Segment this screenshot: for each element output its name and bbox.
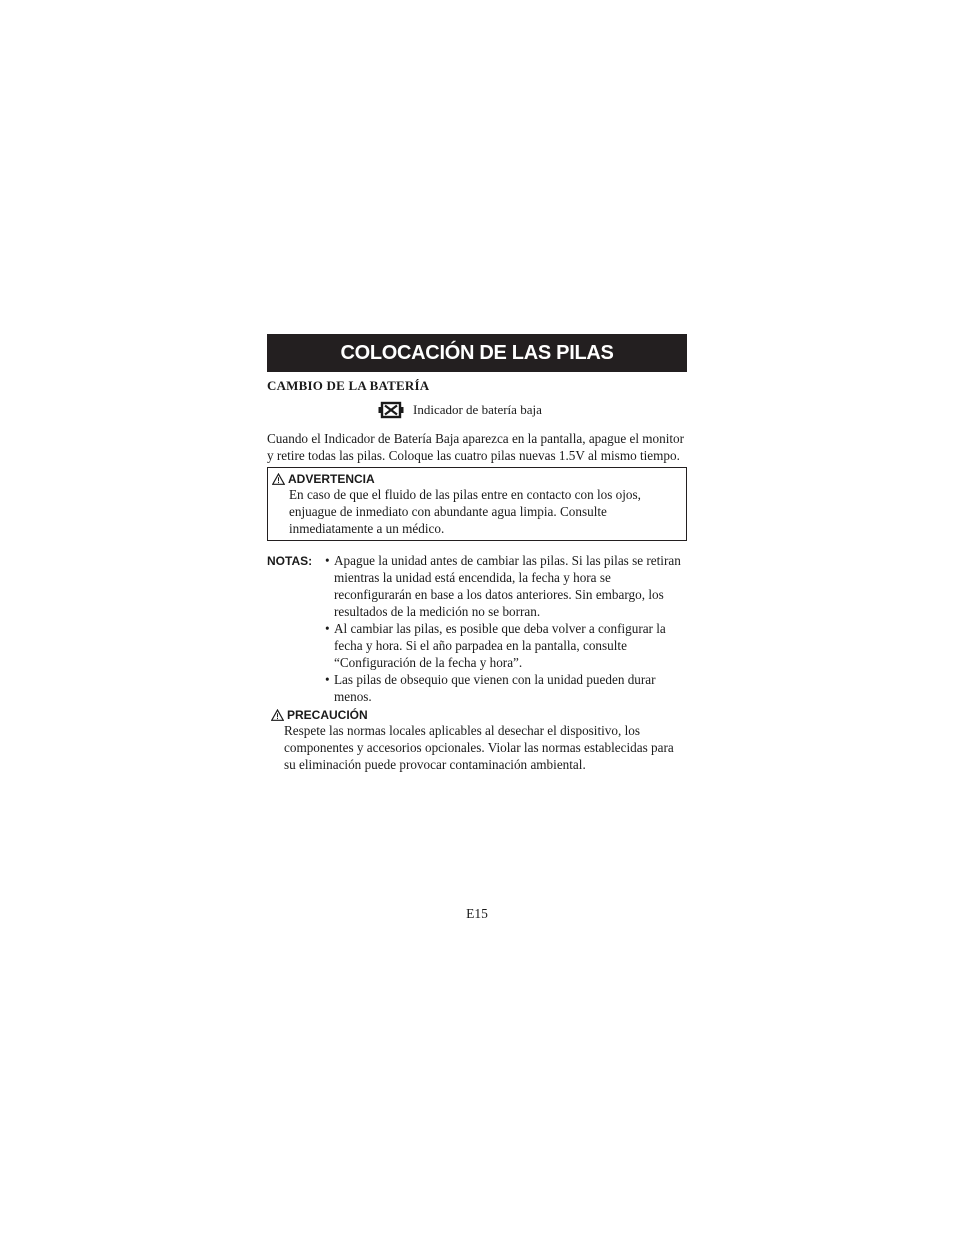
bullet-icon: • — [325, 553, 330, 568]
note-text: Las pilas de obsequio que vienen con la unidad pueden durar menos. — [334, 672, 656, 704]
caution-heading — [267, 708, 687, 722]
warning-heading — [272, 472, 680, 486]
warning-triangle-icon — [272, 473, 285, 485]
notes-label: NOTAS: — [267, 554, 313, 568]
warning-box — [267, 467, 687, 541]
bullet-icon: • — [325, 621, 330, 636]
caution-text: Respete las normas locales aplicables al desechar el dispositivo, los componentes y accesorios opcionales. Violar las normas establecidas para su eliminación puede provocar contaminación ambiental. — [284, 723, 674, 772]
list-item — [325, 552, 687, 620]
note-text: Al cambiar las pilas, es posible que deba volver a configurar la fecha y hora. Si el año parpadea en la pantalla, consulte “Configuración de la fecha y hora”. — [334, 621, 666, 670]
manual-page — [267, 334, 687, 773]
section-heading: CAMBIO DE LA BATERÍA — [267, 378, 430, 393]
indicator-label: Indicador de batería baja — [413, 402, 542, 417]
warning-text: En caso de que el fluido de las pilas entre en contacto con los ojos, enjuague de inmediato con abundante agua limpia. Consulte inmediatamente a un médico. — [289, 487, 641, 536]
caution-section — [267, 708, 687, 773]
battery-indicator-row — [267, 400, 687, 420]
notes-section — [267, 552, 687, 705]
caution-title: PRECAUCIÓN — [287, 708, 368, 722]
battery-instructions: Cuando el Indicador de Batería Baja aparezca en la pantalla, apague el monitor y retire todas las pilas. Coloque las cuatro pilas nuevas 1.5V al mismo tiempo. — [267, 431, 685, 463]
warning-title: ADVERTENCIA — [288, 472, 375, 486]
list-item — [325, 620, 687, 671]
list-item — [325, 671, 687, 705]
caution-triangle-icon — [271, 709, 284, 721]
notes-list — [325, 552, 687, 705]
bullet-icon: • — [325, 672, 330, 687]
low-battery-icon — [378, 400, 404, 420]
page-number: E15 — [466, 906, 488, 921]
page-title: COLOCACIÓN DE LAS PILAS — [267, 334, 687, 372]
note-text: Apague la unidad antes de cambiar las pilas. Si las pilas se retiran mientras la unidad está encendida, la fecha y hora se reconfigurarán en base a los datos anteriores. Sin embargo, los resultados de la medición no se borran. — [334, 553, 681, 619]
